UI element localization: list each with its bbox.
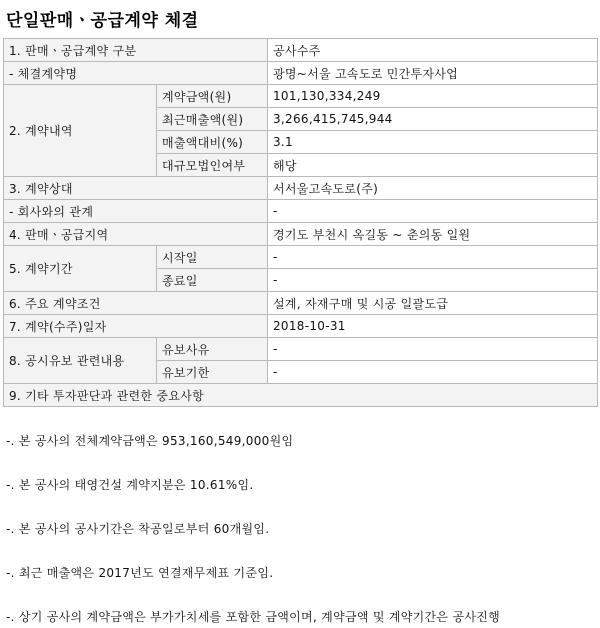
row-label-counterparty: 3. 계약상대 [4, 177, 268, 200]
other-matters-notes [6, 430, 596, 628]
disclosure-table [3, 38, 598, 407]
table-row [4, 85, 598, 108]
table-row [4, 39, 598, 62]
row-value-contract-date: 2018-10-31 [268, 315, 598, 338]
sub-label-deferral-reason: 유보사유 [157, 338, 268, 361]
sub-label-sales-ratio: 매출액대비(%) [157, 131, 268, 154]
row-label-contract-details: 2. 계약내역 [4, 85, 157, 177]
row-label-contract-period: 5. 계약기간 [4, 246, 157, 292]
row-value-relationship: - [268, 200, 598, 223]
row-value-contract-type: 공사수주 [268, 39, 598, 62]
row-label-relationship: - 회사와의 관계 [4, 200, 268, 223]
sub-value-contract-amount: 101,130,334,249 [268, 85, 598, 108]
row-value-contract-name: 광명~서울 고속도로 민간투자사업 [268, 62, 598, 85]
row-label-contract-name: - 체결계약명 [4, 62, 268, 85]
sub-value-recent-sales: 3,266,415,745,944 [268, 108, 598, 131]
sub-value-deferral-reason: - [268, 338, 598, 361]
sub-value-start-date: - [268, 246, 598, 269]
row-value-supply-region: 경기도 부천시 옥길동 ~ 춘의동 일원 [268, 223, 598, 246]
row-label-main-conditions: 6. 주요 계약조건 [4, 292, 268, 315]
note-line: -. 최근 매출액은 2017년도 연결재무제표 기준임. [6, 566, 274, 580]
table-row [4, 338, 598, 361]
sub-value-deferral-period: - [268, 361, 598, 384]
note-line: -. 상기 공사의 계약금액은 부가가치세를 포함한 금액이며, 계약금액 및 계약기간은 공사진행 [6, 610, 501, 624]
table-row [4, 246, 598, 269]
sub-value-sales-ratio: 3.1 [268, 131, 598, 154]
sub-label-large-corp: 대규모법인여부 [157, 154, 268, 177]
sub-value-large-corp: 해당 [268, 154, 598, 177]
row-label-other-matters: 9. 기타 투자판단과 관련한 중요사항 [4, 384, 598, 407]
row-label-supply-region: 4. 판매ㆍ공급지역 [4, 223, 268, 246]
note-line: -. 본 공사의 공사기간은 착공일로부터 60개월임. [6, 522, 270, 536]
row-label-contract-type: 1. 판매ㆍ공급계약 구분 [4, 39, 268, 62]
sub-label-start-date: 시작일 [157, 246, 268, 269]
row-value-main-conditions: 설계, 자재구매 및 시공 일괄도급 [268, 292, 598, 315]
sub-label-deferral-period: 유보기한 [157, 361, 268, 384]
table-row [4, 223, 598, 246]
sub-label-recent-sales: 최근매출액(원) [157, 108, 268, 131]
table-row [4, 384, 598, 407]
sub-value-end-date: - [268, 269, 598, 292]
page-title: 단일판매ㆍ공급계약 체결 [6, 11, 199, 31]
row-value-counterparty: 서서울고속도로(주) [268, 177, 598, 200]
note-line: -. 본 공사의 태영건설 계약지분은 10.61%임. [6, 478, 254, 492]
note-line: -. 본 공사의 전체계약금액은 953,160,549,000원임 [6, 434, 294, 448]
table-row [4, 315, 598, 338]
row-label-contract-date: 7. 계약(수주)일자 [4, 315, 268, 338]
sub-label-end-date: 종료일 [157, 269, 268, 292]
row-label-disclosure-deferral: 8. 공시유보 관련내용 [4, 338, 157, 384]
table-row [4, 177, 598, 200]
table-row [4, 200, 598, 223]
table-row [4, 62, 598, 85]
table-row [4, 292, 598, 315]
sub-label-contract-amount: 계약금액(원) [157, 85, 268, 108]
